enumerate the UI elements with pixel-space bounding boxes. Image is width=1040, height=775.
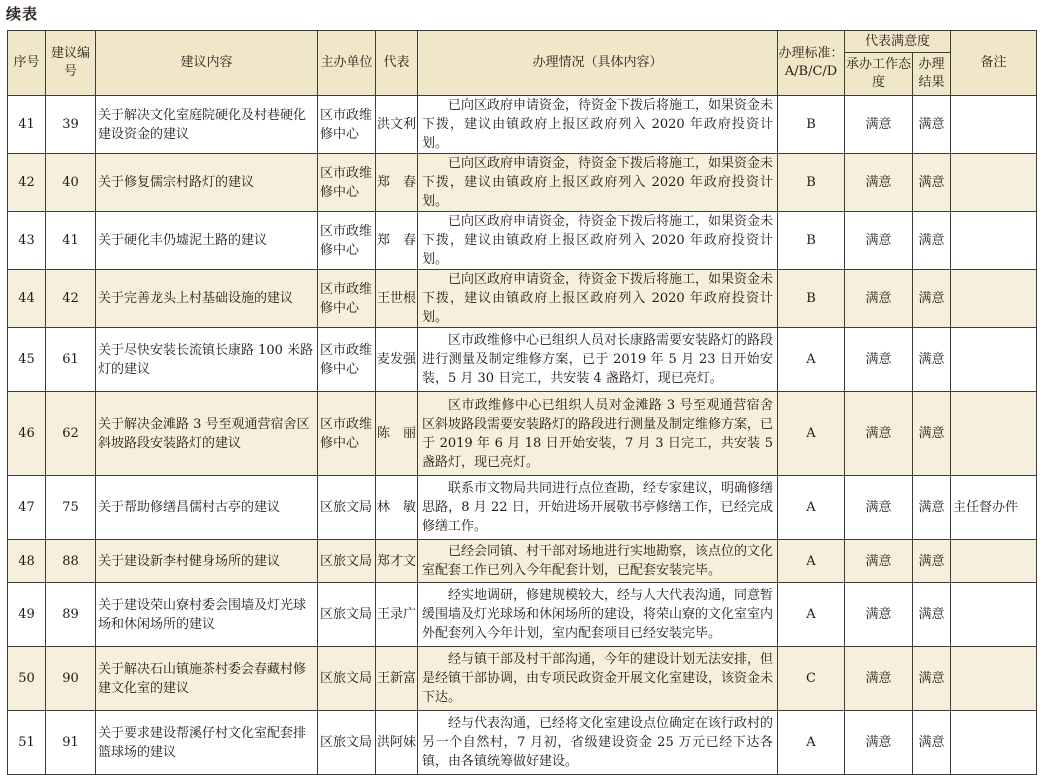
row-content: 关于硬化丰仍墟泥土路的建议 [96,212,318,270]
table-row [8,647,1037,711]
header-standard: 办理标准：A/B/C/D [778,31,845,96]
row-standard: A [778,711,845,775]
row-rep: 郑 春 [376,212,418,270]
row-sat-result: 满意 [913,540,951,583]
row-standard: A [778,476,845,540]
row-remark [951,392,1037,476]
row-rep: 林 敏 [376,476,418,540]
row-unit: 区市政维修中心 [318,328,376,392]
row-sat-attitude: 满意 [845,212,913,270]
row-unit: 区市政维修中心 [318,212,376,270]
row-proposal-no: 90 [46,647,96,711]
row-content: 关于修复儒宗村路灯的建议 [96,154,318,212]
row-unit: 区旅文局 [318,476,376,540]
row-sat-result: 满意 [913,328,951,392]
row-handling: 经与镇干部及村干部沟通，今年的建设计划无法安排，但是经镇干部协调，由专项民政资金开展文化室建设，该资金未下达。 [418,647,778,711]
row-unit: 区旅文局 [318,711,376,775]
header-rep: 代表 [376,31,418,96]
row-content: 关于帮助修缮昌儒村古亭的建议 [96,476,318,540]
row-handling: 区市政维修中心已组织人员对长康路需要安装路灯的路段进行测量及制定维修方案，已于 2019 年 5 月 23 日开始安装，5 月 30 日完工，共安装 4 盏路灯，现已亮灯。 [418,328,778,392]
row-content: 关于解决石山镇施茶村委会春藏村修建文化室的建议 [96,647,318,711]
row-remark [951,328,1037,392]
header-unit: 主办单位 [318,31,376,96]
row-rep: 王新富 [376,647,418,711]
header-proposal-no: 建议编号 [46,31,96,96]
proposal-table [7,30,1037,775]
row-seq: 46 [8,392,46,476]
row-proposal-no: 91 [46,711,96,775]
row-standard: C [778,647,845,711]
row-rep: 陈 丽 [376,392,418,476]
row-seq: 41 [8,96,46,154]
table-row [8,154,1037,212]
row-handling: 已向区政府申请资金，待资金下拨后将施工，如果资金未下拨，建议由镇政府上报区政府列入 2020 年政府投资计划。 [418,154,778,212]
table-row [8,540,1037,583]
row-rep: 郑 春 [376,154,418,212]
row-unit: 区旅文局 [318,647,376,711]
row-unit: 区旅文局 [318,583,376,647]
row-rep: 王录广 [376,583,418,647]
row-sat-attitude: 满意 [845,154,913,212]
row-sat-attitude: 满意 [845,328,913,392]
table-row [8,212,1037,270]
row-sat-attitude: 满意 [845,270,913,328]
row-content: 关于建设新李村健身场所的建议 [96,540,318,583]
row-seq: 45 [8,328,46,392]
row-handling: 已经会同镇、村干部对场地进行实地勘察，该点位的文化室配套工作已列入今年配套计划，已配套安装完毕。 [418,540,778,583]
row-content: 关于完善龙头上村基础设施的建议 [96,270,318,328]
row-unit: 区市政维修中心 [318,270,376,328]
row-handling: 已向区政府申请资金，待资金下拨后将施工，如果资金未下拨，建议由镇政府上报区政府列入 2020 年政府投资计划。 [418,270,778,328]
row-content: 关于要求建设帮溪仔村文化室配套排篮球场的建议 [96,711,318,775]
row-unit: 区市政维修中心 [318,392,376,476]
row-proposal-no: 89 [46,583,96,647]
row-sat-attitude: 满意 [845,96,913,154]
row-proposal-no: 88 [46,540,96,583]
table-row [8,583,1037,647]
row-remark [951,212,1037,270]
row-rep: 洪阿妹 [376,711,418,775]
page-title: 续表 [6,5,39,23]
row-rep: 王世根 [376,270,418,328]
row-sat-result: 满意 [913,711,951,775]
table-row [8,270,1037,328]
row-remark [951,583,1037,647]
row-content: 关于建设荣山寮村委会围墙及灯光球场和休闲场所的建议 [96,583,318,647]
row-sat-result: 满意 [913,392,951,476]
row-remark [951,540,1037,583]
header-seq: 序号 [8,31,46,96]
row-sat-attitude: 满意 [845,647,913,711]
row-proposal-no: 41 [46,212,96,270]
row-remark: 主任督办件 [951,476,1037,540]
row-content: 关于尽快安装长流镇长康路 100 米路灯的建议 [96,328,318,392]
row-rep: 麦发强 [376,328,418,392]
row-remark [951,270,1037,328]
row-standard: A [778,328,845,392]
row-seq: 50 [8,647,46,711]
row-unit: 区市政维修中心 [318,96,376,154]
row-proposal-no: 42 [46,270,96,328]
row-handling: 联系市文物局共同进行点位查勘，经专家建议，明确修缮思路，8 月 22 日，开始进场开展敬书亭修缮工作，已经完成修缮工作。 [418,476,778,540]
row-seq: 47 [8,476,46,540]
row-proposal-no: 75 [46,476,96,540]
row-sat-result: 满意 [913,583,951,647]
row-seq: 51 [8,711,46,775]
row-proposal-no: 40 [46,154,96,212]
row-proposal-no: 39 [46,96,96,154]
header-satisfaction: 代表满意度 [845,31,951,53]
row-content: 关于解决文化室庭院硬化及村巷硬化建设资金的建议 [96,96,318,154]
table-row [8,711,1037,775]
row-unit: 区旅文局 [318,540,376,583]
row-standard: B [778,270,845,328]
row-sat-attitude: 满意 [845,392,913,476]
row-remark [951,154,1037,212]
row-seq: 49 [8,583,46,647]
row-sat-attitude: 满意 [845,540,913,583]
row-sat-attitude: 满意 [845,583,913,647]
row-standard: A [778,540,845,583]
header-sat-attitude: 承办工作态度 [845,53,913,96]
table-row [8,96,1037,154]
table-row [8,328,1037,392]
row-sat-attitude: 满意 [845,711,913,775]
row-rep: 郑才文 [376,540,418,583]
row-sat-attitude: 满意 [845,476,913,540]
row-sat-result: 满意 [913,154,951,212]
row-seq: 43 [8,212,46,270]
row-content: 关于解决金滩路 3 号至观通营宿舍区斜坡路段安装路灯的建议 [96,392,318,476]
row-rep: 洪文利 [376,96,418,154]
row-proposal-no: 61 [46,328,96,392]
table-row [8,392,1037,476]
row-sat-result: 满意 [913,212,951,270]
header-content: 建议内容 [96,31,318,96]
row-handling: 经实地调研，修建规模较大，经与人大代表沟通，同意暂缓围墙及灯光球场和休闲场所的建设，将荣山寮的文化室室内外配套列入今年计划，室内配套项目已经安装完毕。 [418,583,778,647]
row-sat-result: 满意 [913,96,951,154]
row-seq: 48 [8,540,46,583]
row-sat-result: 满意 [913,476,951,540]
row-proposal-no: 62 [46,392,96,476]
row-handling: 区市政维修中心已组织人员对金滩路 3 号至观通营宿舍区斜坡路段需要安装路灯的路段进行测量及制定维修方案，已于 2019 年 6 月 18 日开始安装，7 月 3 日完工，共安装 5 盏路灯，现已亮灯。 [418,392,778,476]
header-remark: 备注 [951,31,1037,96]
row-remark [951,711,1037,775]
table-row [8,476,1037,540]
row-standard: B [778,212,845,270]
row-sat-result: 满意 [913,647,951,711]
row-remark [951,647,1037,711]
row-standard: A [778,583,845,647]
row-standard: B [778,154,845,212]
row-seq: 42 [8,154,46,212]
row-sat-result: 满意 [913,270,951,328]
row-standard: B [778,96,845,154]
header-sat-result: 办理结果 [913,53,951,96]
row-handling: 已向区政府申请资金，待资金下拨后将施工，如果资金未下拨，建议由镇政府上报区政府列入 2020 年政府投资计划。 [418,96,778,154]
row-standard: A [778,392,845,476]
row-seq: 44 [8,270,46,328]
row-remark [951,96,1037,154]
row-handling: 已向区政府申请资金，待资金下拨后将施工，如果资金未下拨，建议由镇政府上报区政府列入 2020 年政府投资计划。 [418,212,778,270]
header-handling: 办理情况（具体内容） [418,31,778,96]
row-unit: 区市政维修中心 [318,154,376,212]
row-handling: 经与代表沟通，已经将文化室建设点位确定在该行政村的另一个自然村，7 月初，省级建设资金 25 万元已经下达各镇，由各镇统筹做好建设。 [418,711,778,775]
